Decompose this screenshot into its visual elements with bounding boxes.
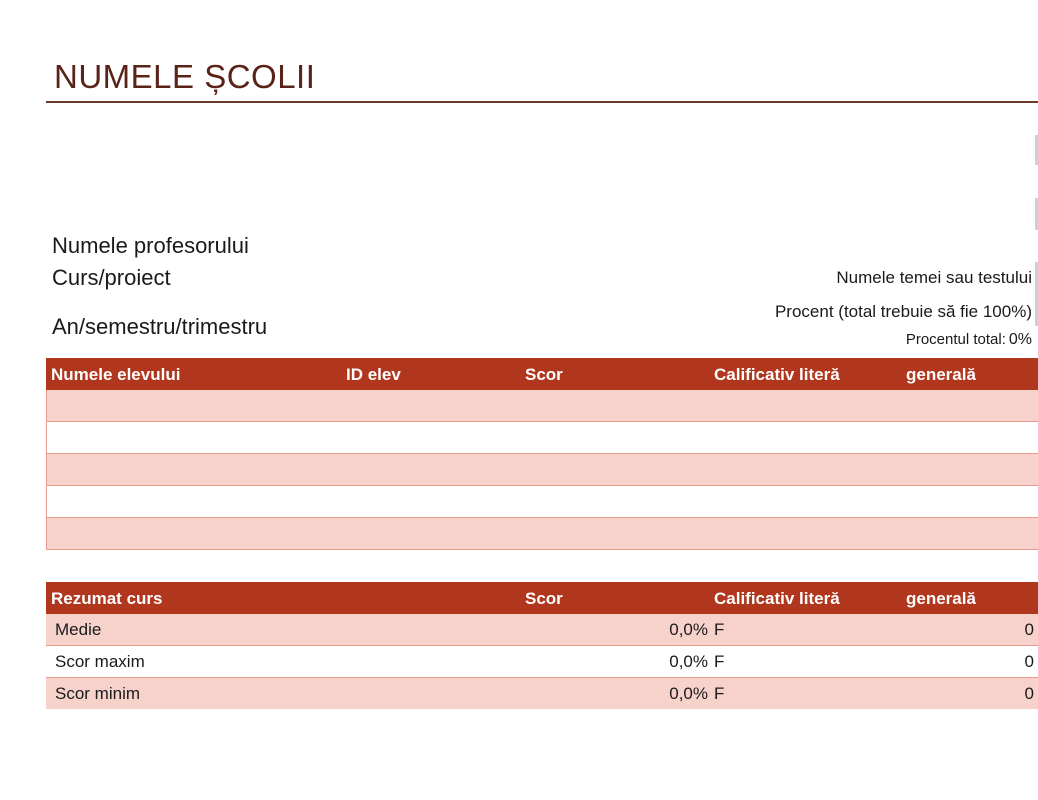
column-header-student-id[interactable]: ID elev bbox=[346, 365, 401, 384]
table-row[interactable] bbox=[47, 390, 1038, 422]
percent-total-label: Procentul total: bbox=[905, 331, 1006, 348]
school-title: NUMELE ȘCOLII bbox=[54, 58, 316, 95]
summary-row-score: 0,0% bbox=[669, 652, 708, 671]
summary-table-header bbox=[46, 582, 1038, 614]
summary-row-overall: 0 bbox=[1024, 652, 1034, 671]
topic-name-label[interactable]: Numele temei sau testului bbox=[836, 268, 1032, 287]
percent-total bbox=[906, 331, 1032, 349]
summary-row-grade: F bbox=[714, 620, 725, 639]
table-row[interactable] bbox=[47, 454, 1038, 486]
column-header-summary-overall[interactable]: generală bbox=[906, 589, 976, 608]
summary-row-label: Scor minim bbox=[55, 684, 141, 703]
term-field[interactable]: An/semestru/trimestru bbox=[52, 314, 268, 339]
percent-total-value: 0% bbox=[1008, 331, 1032, 348]
column-header-score[interactable]: Scor bbox=[525, 365, 563, 384]
summary-row-grade: F bbox=[714, 684, 725, 703]
summary-row-score: 0,0% bbox=[669, 684, 708, 703]
column-header-student-name[interactable]: Numele elevului bbox=[51, 365, 181, 384]
students-table-body bbox=[46, 390, 1038, 550]
students-table-header bbox=[46, 358, 1038, 390]
summary-row-overall: 0 bbox=[1024, 620, 1034, 639]
column-header-summary-letter-grade[interactable]: Calificativ literă bbox=[714, 589, 840, 608]
table-row[interactable] bbox=[47, 486, 1038, 518]
column-header-letter-grade[interactable]: Calificativ literă bbox=[714, 365, 840, 384]
summary-row-overall: 0 bbox=[1024, 684, 1034, 703]
column-header-overall[interactable]: generală bbox=[906, 365, 976, 384]
summary-table bbox=[46, 582, 1038, 709]
course-field[interactable]: Curs/proiect bbox=[52, 265, 171, 290]
summary-row-min[interactable] bbox=[46, 678, 1038, 709]
column-header-course-summary[interactable]: Rezumat curs bbox=[51, 589, 163, 608]
summary-row-max[interactable] bbox=[46, 646, 1038, 678]
summary-row-score: 0,0% bbox=[669, 620, 708, 639]
students-table bbox=[46, 358, 1038, 550]
column-header-summary-score[interactable]: Scor bbox=[525, 589, 563, 608]
summary-row-average[interactable] bbox=[46, 614, 1038, 646]
table-row[interactable] bbox=[47, 518, 1038, 550]
title-divider bbox=[46, 101, 1038, 103]
table-row[interactable] bbox=[47, 422, 1038, 454]
teacher-name-field[interactable]: Numele profesorului bbox=[52, 233, 249, 258]
summary-row-label: Medie bbox=[55, 620, 102, 639]
summary-row-grade: F bbox=[714, 652, 725, 671]
percent-label[interactable]: Procent (total trebuie să fie 100%) bbox=[774, 302, 1032, 321]
summary-row-label: Scor maxim bbox=[55, 652, 145, 671]
